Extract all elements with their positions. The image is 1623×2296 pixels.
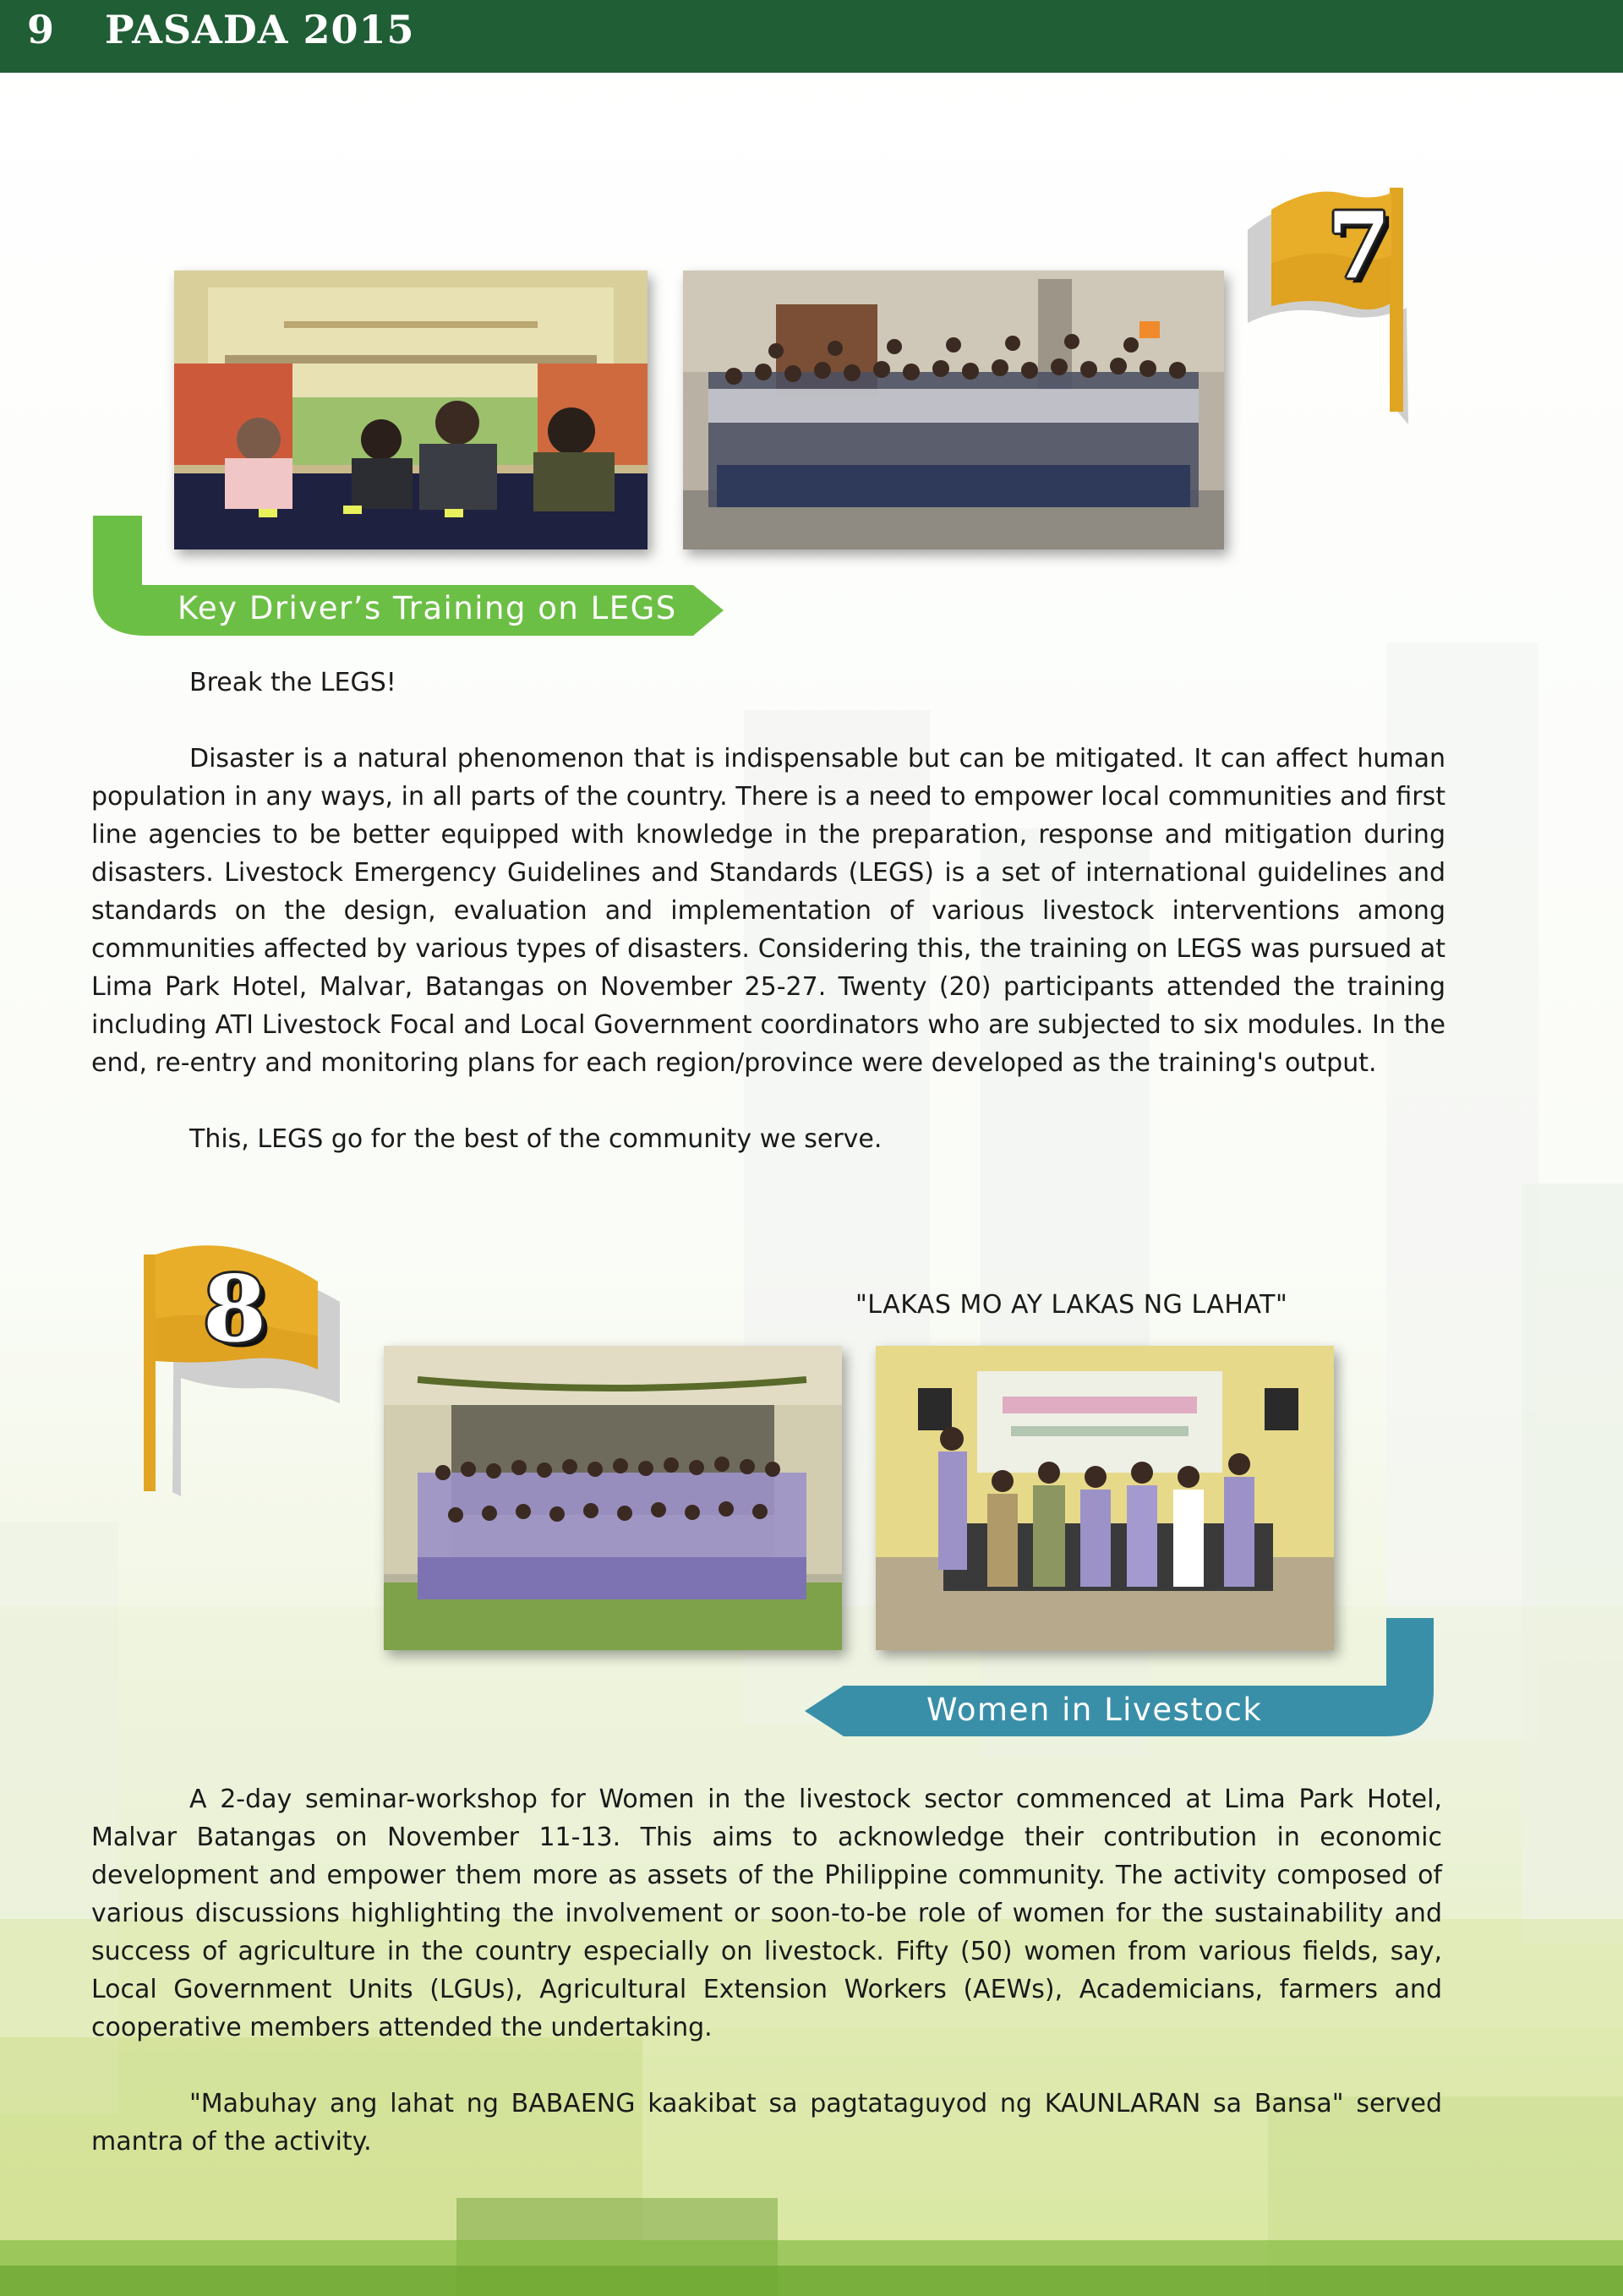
section-8-title: Women in Livestock <box>926 1692 1263 1728</box>
publication-title: PASADA 2015 <box>105 7 415 52</box>
page-header <box>0 0 1623 73</box>
section-8-text <box>91 1780 1442 2161</box>
photo-women-stage <box>876 1346 1334 1650</box>
page-number: 9 <box>27 7 56 52</box>
section-7-title: Key Driver’s Training on LEGS <box>178 590 677 626</box>
section-7-body: Disaster is a natural phenomenon that is indispensable but can be mitigated. It can affect human population in any ways, in all parts of the country. There is a need to empower local communities and first line agencies to be better equipped with knowledge in the preparation, response and mitigation during disasters. Livestock Emergency Guidelines and Standards (LEGS) is a set of international guidelines and standards on the design, evaluation and implementation of various livestock interventions among communities affected by various types of disasters. Considering this, the training on LEGS was pursued at Lima Park Hotel, Malvar, Batangas on November 25-27. Twenty (20) participants attended the training including ATI Livestock Focal and Local Government coordinators who are subjected to six modules. In the end, re-entry and monitoring plans for each region/province were developed as the training's output. <box>91 744 1445 1078</box>
photo-women-outdoor <box>384 1346 842 1650</box>
section-7-tagline: Break the LEGS! <box>189 668 396 697</box>
section-8-flag <box>140 1243 352 1505</box>
section-7-flag <box>1246 179 1449 433</box>
section-7-closing: This, LEGS go for the best of the community we serve. <box>189 1124 883 1154</box>
section-8-closing: "Mabuhay ang lahat ng BABAENG kaakibat sa pagtataguyod ng KAUNLARAN sa Bansa" served mantra of the activity. <box>91 2089 1442 2157</box>
photo-legs-panel <box>174 271 648 549</box>
section-7-title-banner <box>91 514 734 637</box>
section-7-number: 7 <box>1327 193 1391 299</box>
section-8-quote: "LAKAS MO AY LAKAS NG LAHAT" <box>855 1290 1288 1320</box>
section-7-text <box>91 664 1445 1158</box>
section-8-body: A 2-day seminar-workshop for Women in the livestock sector commenced at Lima Park Hotel, Malvar Batangas on November 11-13. This aims to acknowledge their contribution in economic development and empower them more as assets of the Philippine community. The activity composed of various discussions highlighting the involvement or soon-to-be role of women for the sustainability and success of agriculture in the country especially on livestock. Fifty (50) women from various fields, say, Local Government Units (LGUs), Agricultural Extension Workers (AEWs), Academicians, farmers and cooperative members attended the undertaking. <box>91 1785 1442 2042</box>
section-8-number: 8 <box>203 1256 267 1363</box>
photo-legs-group <box>683 271 1224 549</box>
section-8-title-banner <box>803 1616 1435 1736</box>
